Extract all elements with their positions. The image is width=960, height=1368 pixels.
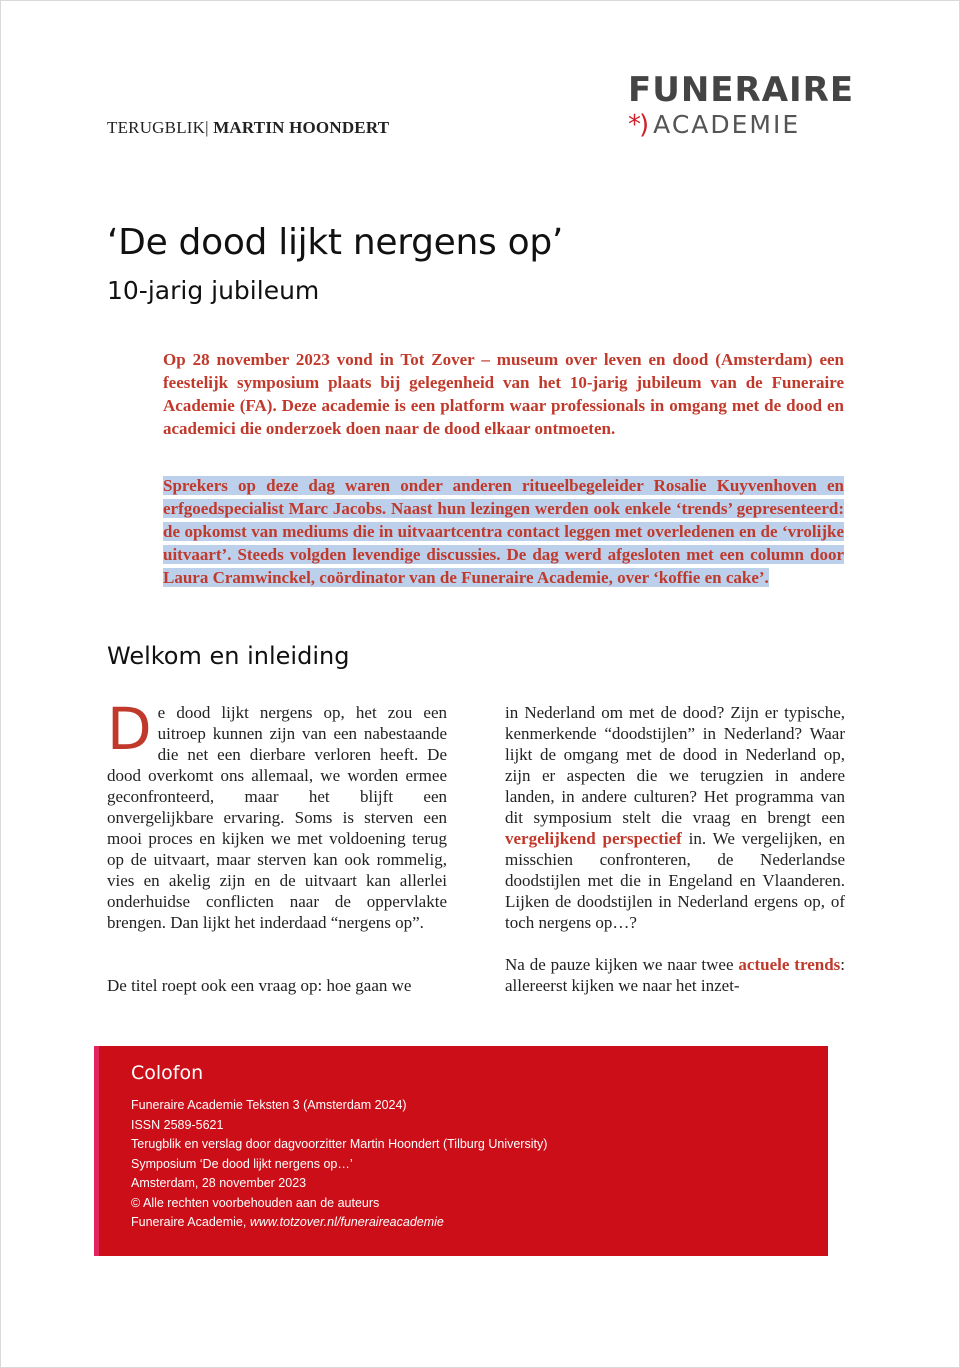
- colofon-line: ISSN 2589-5621: [131, 1117, 224, 1132]
- highlight-actuele-trends: actuele trends: [738, 955, 841, 974]
- right-p2-text-a: Na de pauze kijken we naar twee: [505, 955, 739, 974]
- colofon-box: [94, 1046, 828, 1256]
- intro-paragraph-1: Op 28 november 2023 vond in Tot Zover – museum over leven en dood (Amsterdam) een feestelijk symposium plaats bij gelegenheid van het 10-jarig jubileum van de Funeraire Academie (FA). Deze academie is een platform waar professionals in omgang met de dood en academici die onderzoek doen naar de dood elkaar ontmoeten.: [163, 350, 844, 438]
- colofon-line: Funeraire Academie Teksten 3 (Amsterdam 2024): [131, 1098, 407, 1112]
- running-head-separator: |: [205, 118, 209, 137]
- running-head-section: TERUGBLIK: [107, 118, 206, 137]
- left-paragraph-1: [107, 695, 447, 933]
- colofon-line: [131, 1213, 828, 1233]
- colofon-title: Colofon: [131, 1062, 204, 1084]
- section-heading: Welkom en inleiding: [107, 642, 350, 670]
- logo-line-2-wrapper: [628, 110, 848, 140]
- article-title: ‘De dood lijkt nergens op’: [107, 222, 564, 263]
- intro-paragraph-2-selected[interactable]: [163, 474, 844, 589]
- right-p1-text-a: in Nederland om met de dood? Zijn er typische, kenmerkende “doodstijlen” in Nederland? Waar lijkt de omgang met de dood in Nederland op, zijn er aspecten die we terugzien in andere landen, in andere culturen? Het programma van dit symposium stelt die vraag en brengt een: [505, 703, 845, 827]
- colofon-line-prefix: Funeraire Academie,: [131, 1215, 250, 1229]
- article-subtitle: 10-jarig jubileum: [107, 276, 320, 305]
- colofon-website-link[interactable]: www.totzover.nl/funeraireacademie: [249, 1215, 444, 1229]
- column-right: [505, 702, 845, 996]
- right-p1-text-b: in. We vergelijken, en misschien confronteren, de Nederlandse doodstijlen met die in Engeland en Vlaanderen. Lijken de doodstijlen in Nederland ergens op, of toch nergens op…?: [505, 829, 845, 932]
- colofon-lines: [131, 1096, 828, 1233]
- left-paragraph-1-text: e dood lijkt nergens op, het zou een uitroep kunnen zijn van een nabestaande die net een dierbare verloren heeft. De dood overkomt ons allemaal, we worden ermee geconfronteerd, maar het blijft een onvergelijkbare ervaring. Soms is sterven een mooi proces en kijken we met voldoening terug op de uitvaart, maar sterven kan ook rommelig, vies en akelig zijn en de uitvaart kan allerlei onderhuidse conflicten naar de oppervlakte brengen. Dan lijkt het inderdaad “nergens op”.: [107, 703, 447, 932]
- right-paragraph-1: [505, 702, 845, 933]
- drop-cap: D: [107, 695, 152, 763]
- selected-text[interactable]: Sprekers op deze dag waren onder anderen ritueelbegeleider Rosalie Kuyvenhoven en erfgoedspecialist Marc Jacobs. Naast hun lezingen werden ook enkele ‘trends’ gepresenteerd: de opkomst van mediums die in uitvaartcentra contact leggen met overledenen en de ‘vrolijke uitvaart’. Steeds volgden levendige discussies. De dag werd afgesloten met een column door Laura Cramwinckel, coördinator van de Funeraire Academie, over ‘koffie en cake’.: [163, 476, 844, 587]
- colofon-line: Symposium ‘De dood lijkt nergens op…’: [131, 1156, 353, 1171]
- colofon-line: © Alle rechten voorbehouden aan de auteurs: [131, 1195, 380, 1210]
- column-left: [107, 695, 447, 996]
- colofon-line: Amsterdam, 28 november 2023: [131, 1176, 307, 1190]
- right-paragraph-2: [505, 954, 845, 996]
- funeraire-academie-logo: [628, 70, 855, 140]
- asterisk-parenthesis-logo-icon: *): [628, 110, 648, 140]
- colofon-line: Terugblik en verslag door dagvoorzitter Martin Hoondert (Tilburg University): [131, 1137, 548, 1151]
- highlight-vergelijkend-perspectief: vergelijkend perspectief: [505, 829, 682, 848]
- right-p2-text-b: : allereerst kijken we naar het inzet-: [505, 955, 845, 995]
- running-head: [107, 118, 389, 138]
- left-paragraph-2: De titel roept ook een vraag op: hoe gaan we: [107, 976, 412, 995]
- logo-line-2: ACADEMIE: [653, 110, 801, 139]
- running-head-author: MARTIN HOONDERT: [213, 118, 390, 137]
- logo-line-1: FUNERAIRE: [628, 70, 855, 110]
